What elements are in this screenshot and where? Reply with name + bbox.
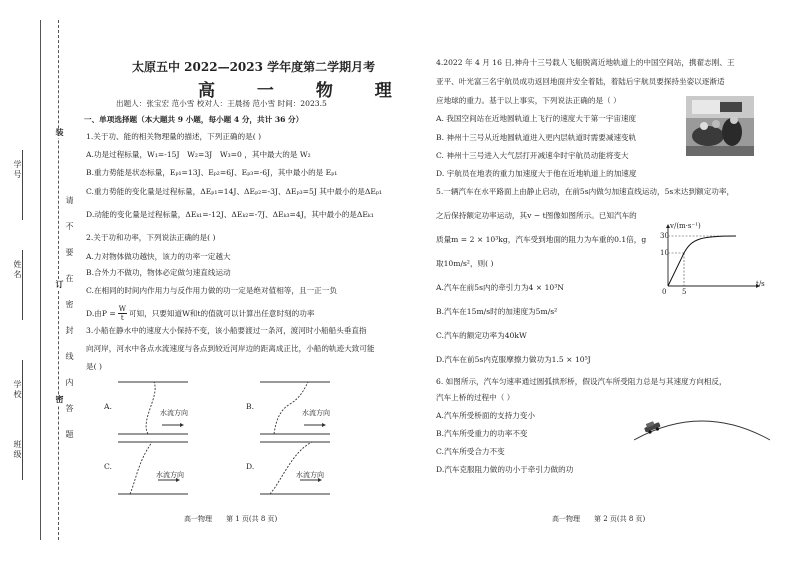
q3-diagram-d: [260, 440, 330, 496]
q5-stem-line3: 质量m = 2 × 10³kg，汽车受到地面的阻力为车重的0.1倍，g: [436, 235, 647, 244]
student-number-label: 学号: [13, 160, 22, 180]
q5-option-d[interactable]: D.汽车在前5s内克服摩擦力做功为1.5 × 10⁵J: [436, 355, 591, 364]
student-number-field[interactable]: [22, 150, 23, 220]
q4-option-a[interactable]: A. 我国空间站在近地圆轨道上飞行的速度大于第一宇宙速度: [436, 114, 637, 123]
fraction-w-over-t: $\frac{W}{t}$: [118, 305, 126, 322]
q5-option-c[interactable]: C.汽车的额定功率为40kW: [436, 331, 527, 340]
vt-graph-origin: 0: [662, 288, 667, 296]
q1-option-b[interactable]: B.重力势能是状态标量，Eₚ₁=13J、Eₚ₂=6J、Eₚ₃=-6J，其中最小的是 Eₚ₁: [86, 168, 338, 177]
page-footer-left: 高一物理 第 1 页(共 8 页): [184, 515, 278, 523]
q3-flow-label-d: 水流方向: [296, 471, 324, 479]
q3-flow-label-c: 水流方向: [156, 471, 184, 479]
class-label: 班级: [13, 440, 22, 460]
q5-option-b[interactable]: B.汽车在15m/s时的加速度为5m/s²: [436, 307, 558, 316]
school-title: 太原五中 2022—2023 学年度第二学期月考: [132, 60, 376, 74]
q4-option-d[interactable]: D. 宇航员在地表的重力加速度大于他在近地轨道上的加速度: [436, 169, 637, 178]
vt-graph: [656, 222, 766, 292]
subject-title: 高 一 物 理: [198, 81, 410, 101]
q1-option-a[interactable]: A.功是过程标量，W₁=-15J W₂=3J W₃=0 ，其中最大的是 W₂: [86, 150, 311, 159]
astronaut-landing-photo: [686, 96, 754, 156]
q3-flow-label-b: 水流方向: [302, 409, 330, 417]
vt-graph-tick-5: 5: [682, 288, 687, 296]
q1-stem: 1.关于功、能的相关物理量的描述，下列正确的是( ): [86, 132, 262, 141]
q5-option-a[interactable]: A.汽车在前5s内的牵引力为4 × 10³N: [436, 283, 564, 292]
vt-graph-tick-30: 30: [660, 232, 669, 240]
q3-label-b[interactable]: B.: [246, 402, 254, 411]
school-label: 学校: [13, 380, 22, 400]
margin-solid-line: [40, 20, 41, 540]
q6-option-c[interactable]: C.汽车所受合力不变: [436, 447, 505, 456]
vt-graph-tick-10: 10: [660, 249, 669, 257]
q4-stem-line2: 亚平、叶光富三名宇航员成功返回地面并安全着陆，着陆后宇航员要探持坐姿以逐渐适: [436, 77, 725, 86]
q4-stem-line3: 应地球的重力。基于以上事实，下列说法正确的是（ ）: [436, 96, 621, 105]
q5-stem-line1: 5.一辆汽车在水平路面上由静止启动，在前5s内做匀加速直线运动，5s末达到额定功率，: [436, 187, 735, 196]
q3-label-a[interactable]: A.: [104, 402, 112, 411]
car-icon: [643, 419, 662, 435]
school-class-field[interactable]: [22, 360, 23, 480]
q3-label-c[interactable]: C.: [104, 462, 112, 471]
arch-bridge-diagram: [632, 408, 772, 444]
q2-option-b[interactable]: B.合外力不做功，物体必定做匀速直线运动: [86, 268, 231, 277]
q1-option-c[interactable]: C.重力势能的变化量是过程标量，ΔEₚ₁=14J、ΔEₚ₂=-3J、ΔEₚ₃=5J 其中最小的是ΔEₚ₁: [86, 187, 382, 196]
page-footer-right: 高一物理 第 2 页(共 8 页): [552, 515, 646, 523]
name-label: 姓名: [13, 260, 22, 280]
q3-stem-line2: 向河岸，河水中各点水流速度与各点到较近河岸边的距离成正比，小船的轨迹大致可能: [86, 344, 375, 353]
q2-option-d[interactable]: D.由P = $\frac{W}{t}$ 可知，只要知道W和t的值就可以计算出任意时刻的功率: [86, 305, 315, 322]
line-char-ding: 订: [55, 280, 65, 290]
q4-option-c[interactable]: C. 神州十三号进入大气层打开减速伞时宇航员动能将变大: [436, 151, 629, 160]
q3-flow-label-a: 水流方向: [160, 409, 188, 417]
q5-stem-line2: 之后保持额定功率运动，其v − t图像如图所示。已知汽车的: [436, 211, 637, 220]
q3-label-d[interactable]: D.: [246, 462, 255, 471]
q3-stem-line3: 是( ): [86, 362, 102, 371]
q2-stem: 2.关于功和功率，下列说法正确的是( ): [86, 233, 216, 242]
q4-stem-line1: 4.2022 年 4 月 16 日,神舟十三号载人飞船脱离近地轨道上的中国空间站，携翟志刚、王: [436, 58, 735, 67]
q2-option-a[interactable]: A.力对物体做功越快，该力的功率一定越大: [86, 252, 231, 261]
q3-stem-line1: 3.小船在静水中的速度大小保持不变，该小船要渡过一条河，渡河时小船船头垂直指: [86, 326, 367, 335]
vt-graph-xlabel: t/s: [756, 280, 765, 288]
q6-option-a[interactable]: A.汽车所受桥面的支持力变小: [436, 411, 536, 420]
vt-graph-ylabel: v/(m·s⁻¹): [670, 222, 701, 230]
name-field[interactable]: [22, 250, 23, 320]
q6-option-d[interactable]: D.汽车克服阻力做的功小于牵引力做的功: [436, 465, 574, 474]
line-char-zhuang: 装: [55, 128, 65, 138]
q1-option-d[interactable]: D.动能的变化量是过程标量，ΔEₖ₁=-12J、ΔEₖ₂=-7J、ΔEₖ₃=4J，其中最小的是ΔEₖ₁: [86, 210, 374, 219]
exam-meta: 出题人：张宝宏 范小雪 校对人：王晨扬 范小雪 时间：2023.5: [116, 99, 327, 108]
q2-option-c[interactable]: C.在相同的时间内作用力与反作用力做的功一定是绝对值相等，且一正一负: [86, 286, 337, 295]
q6-option-b[interactable]: B.汽车所受重力的功率不变: [436, 429, 528, 438]
q3-diagram-c: [118, 440, 188, 496]
q5-stem-line4: 取10m/s²，则( ): [436, 259, 494, 268]
q6-stem-line1: 6. 如图所示，汽车匀速率通过圆弧拱形桥，假设汽车所受阻力总是与其速度方向相反，: [436, 377, 727, 386]
q4-option-b[interactable]: B. 神州十三号从近地圆轨道进入更内层轨道时需要减速变轨: [436, 133, 637, 142]
section-title: 一、单项选择题（本大题共 9 小题，每小题 4 分，共计 36 分）: [84, 115, 304, 124]
line-char-mi: 密: [55, 395, 65, 405]
q6-stem-line2: 汽车上桥的过程中（ ）: [436, 393, 515, 402]
